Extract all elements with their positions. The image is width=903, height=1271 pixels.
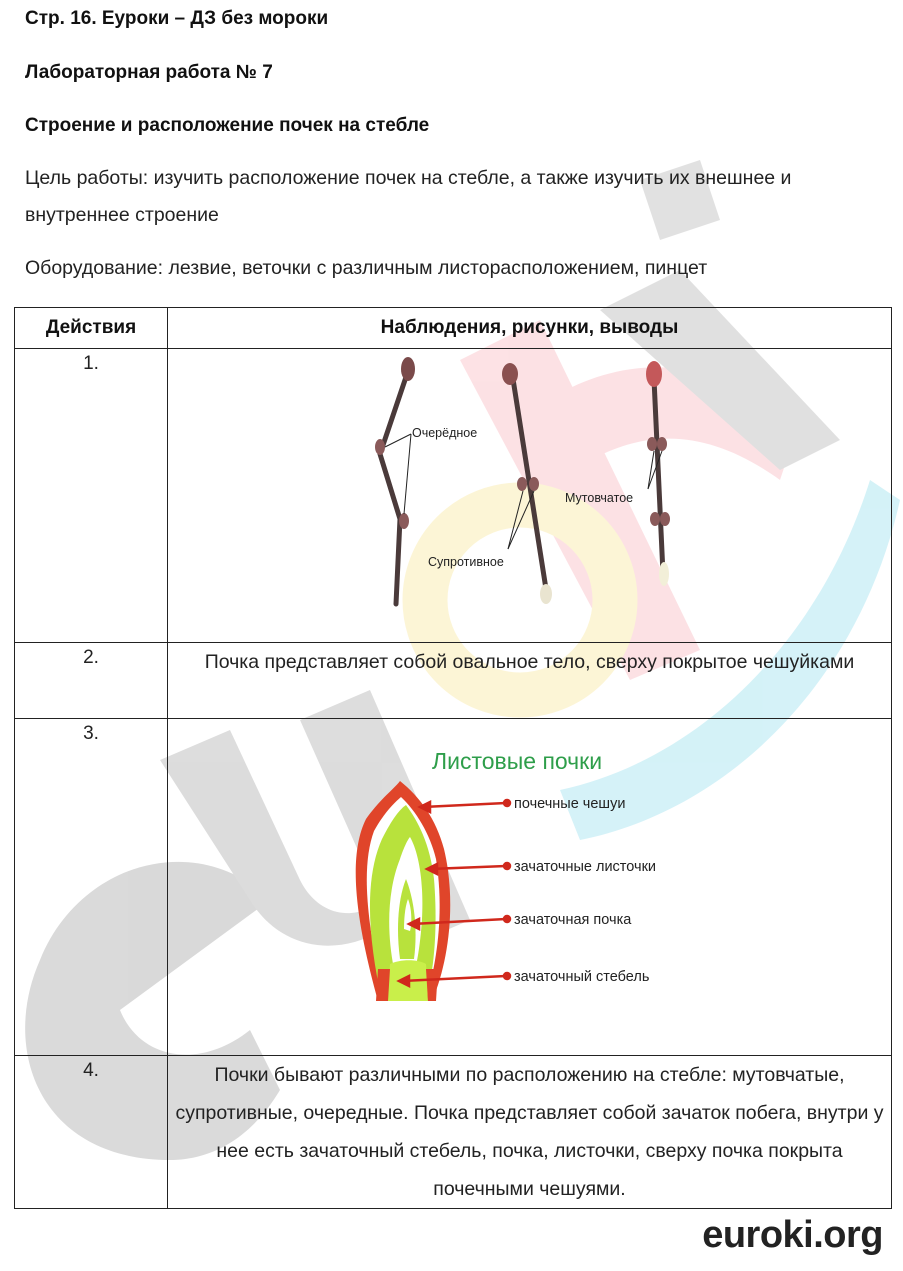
- label-embryonic-leaves: зачаточные листочки: [514, 859, 657, 875]
- bud-figure: [168, 719, 892, 1050]
- column-header-observations: Наблюдения, рисунки, выводы: [168, 308, 892, 349]
- label-alternate: Очерёдное: [412, 426, 478, 440]
- lab-title: Лабораторная работа № 7: [25, 62, 273, 83]
- page-title: Стр. 16. Еуроки – ДЗ без мороки: [25, 8, 329, 29]
- row-number: 3.: [15, 719, 168, 1056]
- bud-figure-title: Листовые почки: [432, 748, 603, 774]
- row-number: 4.: [15, 1056, 168, 1209]
- stem-whorled: [646, 361, 670, 586]
- stems-figure-cell: [168, 349, 892, 643]
- row-text: Почка представляет собой овальное тело, сверху покрытое чешуйками: [168, 643, 892, 719]
- row-text: Почки бывают различными по расположению на стебле: мутовчатые, супротивные, очередные. Почка представляет собой зачаток побега, внутри у нее есть зачаточный стебель, почка, листочки, сверху почка покрыта почечными чешуями.: [168, 1056, 892, 1209]
- column-header-actions: Действия: [15, 308, 168, 349]
- euroki-logo: euroki.org: [702, 1214, 883, 1256]
- table-row: [15, 719, 892, 1056]
- label-opposite: Супротивное: [428, 555, 504, 569]
- stem-alternate: [375, 357, 415, 604]
- lab-table: [14, 307, 892, 1209]
- equipment-text: Оборудование: лезвие, веточки с различным листорасположением, пинцет: [25, 257, 708, 279]
- goal-text: Цель работы: изучить расположение почек на стебле, а также изучить их внешнее и внутреннее строение: [25, 167, 792, 226]
- stem-opposite: [502, 363, 552, 604]
- label-embryonic-bud: зачаточная почка: [514, 912, 632, 928]
- label-whorled: Мутовчатое: [565, 491, 634, 505]
- table-row: [15, 643, 892, 719]
- row-number: 1.: [15, 349, 168, 643]
- table-row: [15, 1056, 892, 1209]
- stems-figure: [168, 349, 892, 637]
- label-embryonic-stem: зачаточный стебель: [514, 969, 650, 985]
- label-bud-scales: почечные чешуи: [514, 796, 626, 812]
- row-number: 2.: [15, 643, 168, 719]
- bud-figure-cell: [168, 719, 892, 1056]
- table-row: [15, 349, 892, 643]
- topic-title: Строение и расположение почек на стебле: [25, 115, 430, 136]
